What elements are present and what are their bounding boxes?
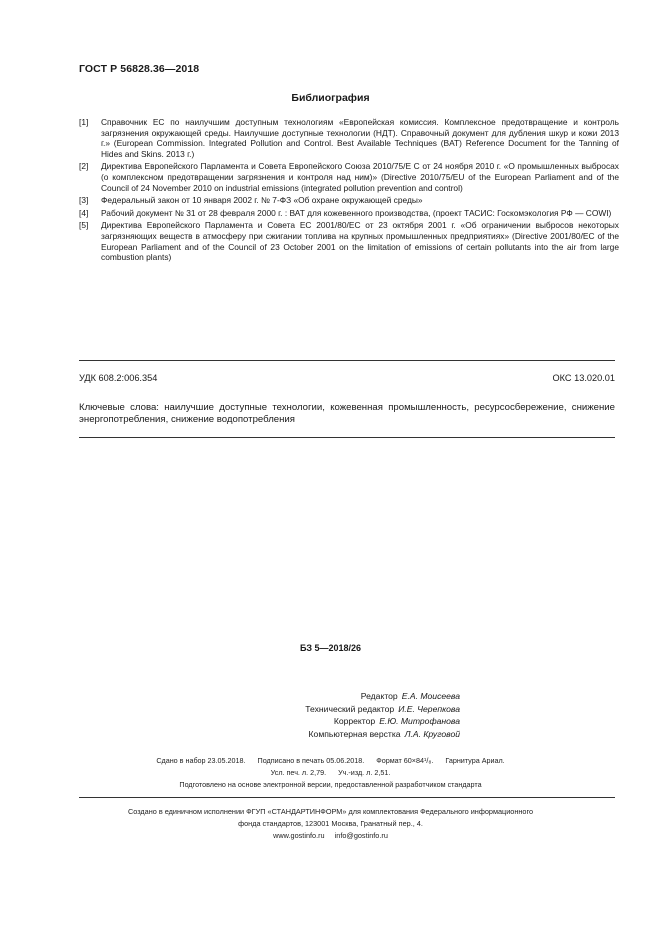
staff-name: И.Е. Черепкова xyxy=(398,703,460,714)
bibliography-title: Библиография xyxy=(291,92,370,104)
staff-role: Редактор xyxy=(360,691,398,701)
udc-code: УДК 608.2:006.354 xyxy=(79,373,158,383)
divider-bottom xyxy=(79,437,615,438)
staff-name: Л.А. Круговой xyxy=(404,728,460,739)
keywords: Ключевые слова: наилучшие доступные технологии, кожевенная промышленность, ресурсосбережение, снижение энергопотребления, снижение водопотребления xyxy=(79,402,615,425)
bibliography-entry xyxy=(79,208,619,219)
staff-role: Корректор xyxy=(333,716,376,726)
entry-text: Директива Европейского Парламента и Совета ЕС 2001/80/ЕС от 23 октября 2001 г. «Об ограничении выбросов некоторых загрязняющих веществ в атмосферу при сжигании топлива на крупных промышленных предприятиях» (Directive 2001/80/EC of the European Parliament and of the Council of 23 October 2001 on the limitation of emissions of certain pollutants into the air from large combustion plants) xyxy=(101,220,619,263)
signed-date: Подписано в печать 05.06.2018. xyxy=(257,756,365,765)
staff-list xyxy=(200,690,460,740)
entry-number: [5] xyxy=(79,220,89,231)
prepared-note: Подготовлено на основе электронной версии, предоставленной разработчиком стандарта xyxy=(179,780,482,789)
email-link[interactable]: info@gostinfo.ru xyxy=(334,830,388,840)
bz-number: БЗ 5—2018/26 xyxy=(299,643,362,653)
staff-row xyxy=(200,690,460,703)
website-link[interactable]: www.gostinfo.ru xyxy=(273,830,325,840)
footer-line-1: Создано в единичном исполнении ФГУП «СТАНДАРТИНФОРМ» для комплектования Федерального информационного xyxy=(127,807,534,816)
entry-text: Рабочий документ № 31 от 28 февраля 2000 г. : ВАТ для кожевенного производства, (проект ТАСИС: Госкомэкология РФ — COWI) xyxy=(101,207,612,218)
divider-top xyxy=(79,360,615,361)
staff-row xyxy=(200,703,460,716)
entry-number: [2] xyxy=(79,161,89,172)
footer-line-2: фонда стандартов, 123001 Москва, Гранатный пер., 4. xyxy=(238,818,423,828)
submitted-date: Сдано в набор 23.05.2018. xyxy=(156,756,246,765)
footer-contacts xyxy=(0,830,661,842)
publication-sheets: Уч.-изд. л. 2,51. xyxy=(338,768,391,777)
divider-footer xyxy=(79,797,615,798)
print-info-row xyxy=(0,755,661,767)
entry-number: [1] xyxy=(79,117,89,127)
typeface: Гарнитура Ариал. xyxy=(445,756,505,765)
footer xyxy=(0,806,661,841)
entry-number: [3] xyxy=(79,195,89,206)
entry-text: Справочник ЕС по наилучшим доступным технологиям «Европейская комиссия. Комплексное предотвращение и контроль загрязнения окружающей среды. Наилучшие доступные технологии (НДТ). Справочный документ для дубления шкур и кожи 2013 г.» (European Commission. Integrated Pollution and Control. Best Available Techniques (BAT) Reference Document for the Tanning of Hides and Skins. 2013 г.) xyxy=(101,117,619,159)
print-info xyxy=(0,755,661,791)
staff-row xyxy=(200,715,460,728)
document-code: ГОСТ Р 56828.36—2018 xyxy=(79,63,200,75)
classification-row xyxy=(79,373,615,383)
print-format: Формат 60×84¹/₈. xyxy=(376,756,434,765)
staff-row xyxy=(200,728,460,741)
bibliography-entry xyxy=(79,117,619,159)
print-sheets: Усл. печ. л. 2,79. xyxy=(270,768,327,777)
staff-name: Е.Ю. Митрофанова xyxy=(379,716,460,726)
staff-role: Компьютерная верстка xyxy=(308,728,401,739)
entry-text: Директива Европейского Парламента и Совета Европейского Союза 2010/75/Е С от 24 ноября 2010 г. «О промышленных выбросах (о комплексном предотвращении загрязнения и контроля над ним)» (Directive 2010/75/EU of the European Parliament and of the Council of 24 November 2010 on industrial emissions (integrated pollution prevention and control) xyxy=(101,161,619,193)
oks-code: ОКС 13.020.01 xyxy=(552,373,615,383)
print-info-row xyxy=(0,767,661,779)
bibliography-list xyxy=(79,117,619,265)
staff-role: Технический редактор xyxy=(305,703,395,714)
print-info-row xyxy=(0,779,661,791)
entry-number: [4] xyxy=(79,207,89,218)
bibliography-entry xyxy=(79,195,619,206)
entry-text: Федеральный закон от 10 января 2002 г. № 7-ФЗ «Об охране окружающей среды» xyxy=(101,195,423,206)
bibliography-entry xyxy=(79,220,619,262)
bibliography-entry xyxy=(79,161,619,193)
staff-name: Е.А. Моисеева xyxy=(401,691,460,701)
